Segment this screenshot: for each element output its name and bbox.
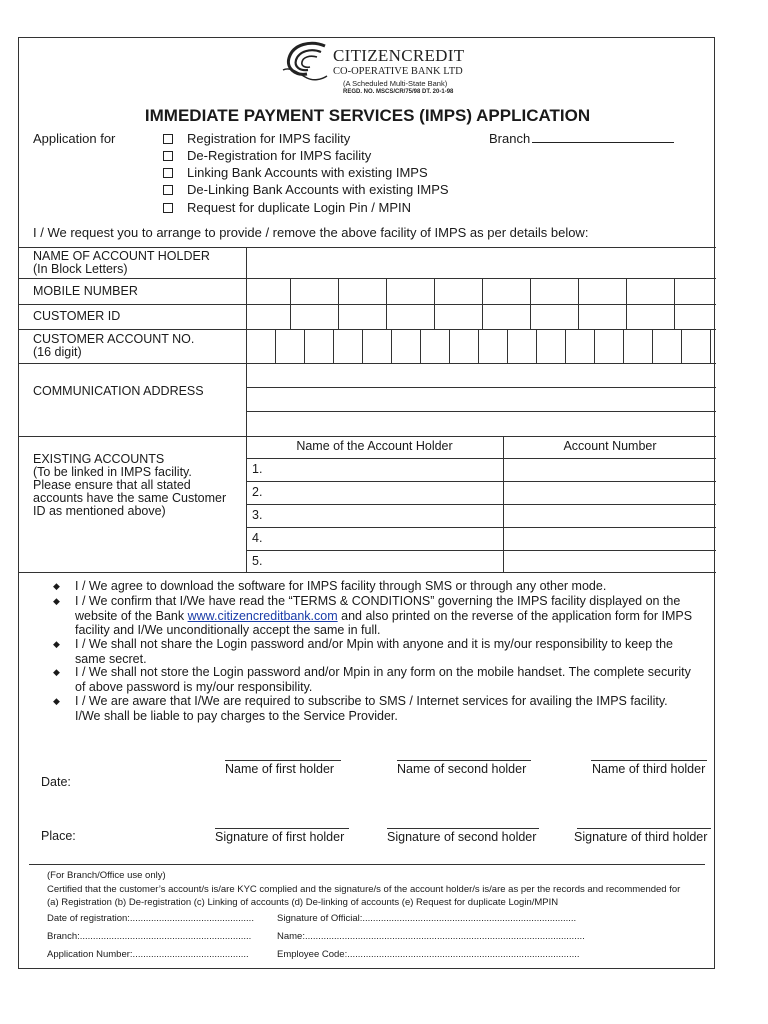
- employee-code-field[interactable]: Employee Code:........................................................................................: [277, 949, 580, 960]
- option-registration[interactable]: Registration for IMPS facility: [163, 131, 350, 146]
- existing-row[interactable]: 5.: [252, 554, 263, 568]
- address-input[interactable]: [247, 364, 715, 436]
- sig-third-holder: Signature of third holder: [574, 830, 708, 844]
- bank-logo-icon: [281, 40, 331, 84]
- bank-subtitle: CO-OPERATIVE BANK LTD: [333, 66, 463, 77]
- checkbox[interactable]: [163, 134, 173, 144]
- existing-row[interactable]: 2.: [252, 485, 263, 499]
- term-item: ◆ I / We agree to download the software for IMPS facility through SMS or through any other mode.: [53, 579, 607, 593]
- certification-options: (a) Registration (b) De-registration (c) Linking of accounts (d) De-linking of accounts (e) Request for duplicate Login/MPIN: [47, 897, 559, 908]
- branch-label: Branch: [489, 131, 531, 146]
- option-delinking[interactable]: De-Linking Bank Accounts with existing IMPS: [163, 182, 449, 197]
- bank-scheduled: (A Scheduled Multi-State Bank): [343, 79, 448, 88]
- name-input[interactable]: [247, 248, 715, 278]
- checkbox[interactable]: [163, 203, 173, 213]
- date-of-registration[interactable]: Date of registration:...............................................: [47, 913, 254, 924]
- branch-office-field[interactable]: Branch:.................................................................: [47, 931, 252, 942]
- name-second-line[interactable]: [397, 760, 531, 761]
- col-account-holder: Name of the Account Holder: [296, 439, 453, 453]
- account-number-input[interactable]: [247, 330, 715, 363]
- certification-text: Certified that the customer’s account/s is/are KYC complied and the signature/s of the account holder/s is/are as per the records and recommended for: [47, 884, 681, 895]
- place-label: Place:: [41, 829, 76, 843]
- divider: [29, 864, 705, 865]
- office-use-heading: (For Branch/Office use only): [47, 870, 166, 881]
- branch-field[interactable]: [489, 131, 674, 146]
- divider: [246, 458, 716, 459]
- official-name-field[interactable]: Name:..........................................................................................................: [277, 931, 585, 942]
- bank-logo: [281, 40, 501, 98]
- divider: [246, 550, 716, 551]
- checkbox[interactable]: [163, 168, 173, 178]
- signature-of-official[interactable]: Signature of Official:.................................................................................: [277, 913, 577, 924]
- account-label: CUSTOMER ACCOUNT NO. (16 digit): [33, 332, 195, 359]
- sig-second-line[interactable]: [387, 828, 539, 829]
- customer-id-input[interactable]: [247, 305, 715, 329]
- existing-row[interactable]: 3.: [252, 508, 263, 522]
- bank-website-link[interactable]: www.citizencreditbank.com: [187, 608, 338, 623]
- sig-first-holder: Signature of first holder: [215, 830, 345, 844]
- name-third-holder: Name of third holder: [592, 762, 706, 776]
- branch-line: [532, 131, 674, 143]
- form-title: IMMEDIATE PAYMENT SERVICES (IMPS) APPLICATION: [144, 106, 591, 125]
- existing-row[interactable]: 4.: [252, 531, 263, 545]
- option-linking[interactable]: Linking Bank Accounts with existing IMPS: [163, 165, 428, 180]
- term-item: ◆ I / We shall not store the Login password and/or Mpin in any form on the mobile handset. The complete security of above password is my/our responsibility.: [53, 665, 691, 694]
- application-for-label: Application for: [33, 131, 116, 146]
- bank-registration: REGD. NO. MSCS/CR/75/98 DT. 20-1-98: [343, 89, 454, 95]
- divider: [246, 527, 716, 528]
- bank-name: CITIZENCREDIT: [333, 46, 465, 65]
- application-form: [18, 37, 715, 969]
- application-number-field[interactable]: Application Number:............................................: [47, 949, 249, 960]
- name-first-line[interactable]: [225, 760, 341, 761]
- existing-row[interactable]: 1.: [252, 462, 263, 476]
- name-third-line[interactable]: [591, 760, 707, 761]
- sig-first-line[interactable]: [215, 828, 349, 829]
- date-label: Date:: [41, 775, 71, 789]
- option-duplicate-pin[interactable]: Request for duplicate Login Pin / MPIN: [163, 200, 411, 215]
- divider: [246, 481, 716, 482]
- divider: [19, 436, 716, 437]
- name-second-holder: Name of second holder: [397, 762, 527, 776]
- existing-accounts-label: EXISTING ACCOUNTS (To be linked in IMPS facility. Please ensure that all stated accounts have the same Customer ID as mentioned above): [33, 452, 227, 518]
- mobile-input[interactable]: [247, 279, 715, 304]
- name-first-holder: Name of first holder: [225, 762, 335, 776]
- customer-id-label: CUSTOMER ID: [33, 309, 121, 323]
- request-text: I / We request you to arrange to provide / remove the above facility of IMPS as per details below:: [33, 225, 589, 240]
- term-item: ◆ I / We shall not share the Login password and/or Mpin with anyone and it is my/our responsibility to keep the same secret.: [53, 637, 674, 666]
- option-deregistration[interactable]: De-Registration for IMPS facility: [163, 148, 371, 163]
- term-item: ◆ I / We are aware that I/We are required to subscribe to SMS / Internet services for availing the IMPS facility. I/We shall be liable to pay charges to the Service Provider.: [53, 694, 668, 723]
- divider: [246, 504, 716, 505]
- checkbox[interactable]: [163, 185, 173, 195]
- mobile-label: MOBILE NUMBER: [33, 284, 138, 298]
- term-item: ◆ I / We confirm that I/We have read the “TERMS & CONDITIONS” governing the IMPS facility displayed on the website of the Bank www.citizencreditbank.com and also printed on the reverse of the application form for IMPS facility and I/We unconditionally accept the same in full.: [53, 594, 693, 637]
- checkbox[interactable]: [163, 151, 173, 161]
- col-account-number: Account Number: [563, 439, 657, 453]
- sig-third-line[interactable]: [577, 828, 711, 829]
- address-label: COMMUNICATION ADDRESS: [33, 384, 204, 398]
- divider: [19, 572, 716, 573]
- name-label: NAME OF ACCOUNT HOLDER (In Block Letters): [33, 249, 210, 276]
- sig-second-holder: Signature of second holder: [387, 830, 537, 844]
